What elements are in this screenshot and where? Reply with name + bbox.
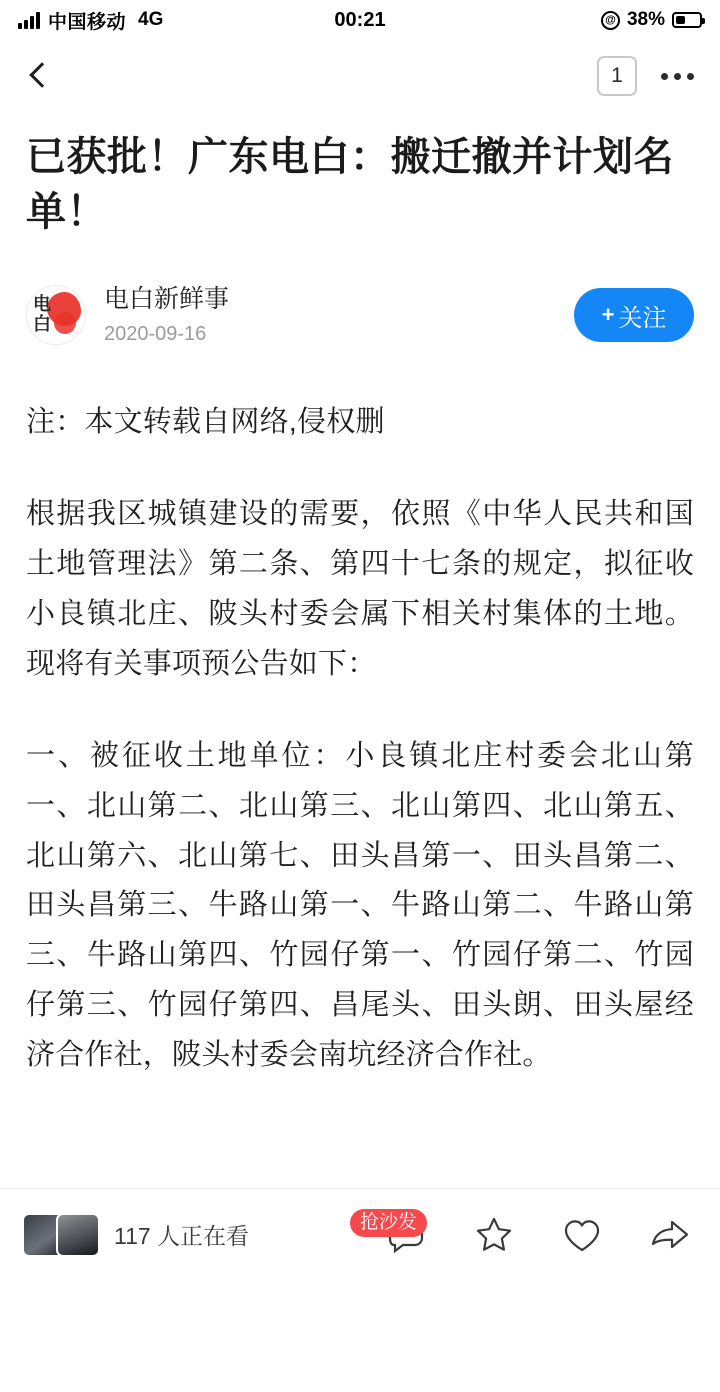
avatar: [56, 1213, 100, 1257]
byline-text: [104, 284, 229, 346]
article-paragraph: 一、被征收土地单位：小良镇北庄村委会北山第一、北山第二、北山第三、北山第四、北山第五、北山第六、北山第七、田头昌第一、田头昌第二、田头昌第三、牛路山第一、牛路山第二、牛路山第三、牛路山第四、竹园仔第一、竹园仔第二、竹园仔第三、竹园仔第四、昌尾头、田头朗、田头屋经济合作社，陂头村委会南坑经济合作社。: [26, 739, 694, 1071]
article-paragraph: 根据我区城镇建设的需要，依照《中华人民共和国土地管理法》第二条、第四十七条的规定，拟征收小良镇北庄、陂头村委会属下相关村集体的土地。现将有关事项预公告如下：: [26, 498, 694, 680]
comment-badge[interactable]: 抢沙发: [350, 1209, 427, 1238]
page-title: 已获批！广东电白：搬迁撤并计划名单！: [26, 135, 674, 235]
do-not-disturb-icon: @: [601, 11, 620, 30]
follow-button[interactable]: [574, 288, 694, 342]
navigation-bar: [0, 40, 720, 112]
plus-icon: +: [601, 302, 615, 328]
back-chevron-icon[interactable]: [26, 63, 52, 89]
watcher-avatars: [22, 1213, 100, 1257]
follow-button-label: 关注: [618, 304, 667, 332]
status-bar-clock: 00:21: [334, 8, 386, 31]
battery-percent-label: 38%: [626, 9, 665, 30]
watching-count-label: 117 人正在看: [114, 1223, 250, 1249]
battery-icon: [672, 12, 702, 28]
avatar-blot-shape-secondary: [54, 312, 76, 334]
network-type-label: 4G: [138, 9, 164, 30]
carrier-label: 中国移动: [48, 11, 127, 33]
star-icon[interactable]: [472, 1213, 516, 1257]
article-paragraph: 注：本文转载自网络,侵权删: [26, 406, 385, 439]
watchers-group[interactable]: [22, 1213, 249, 1257]
avatar-initials: 电 白: [33, 294, 51, 335]
bottom-bar: [0, 1188, 720, 1280]
share-icon[interactable]: [648, 1213, 692, 1257]
comment-icon[interactable]: [360, 1211, 428, 1257]
heart-icon[interactable]: [560, 1213, 604, 1257]
nav-right-group: [597, 56, 694, 96]
page-indicator[interactable]: 1: [597, 56, 637, 96]
status-bar: [0, 0, 720, 40]
bottom-action-icons: [360, 1211, 698, 1257]
status-bar-left: [18, 7, 163, 34]
account-name[interactable]: 电白新鲜事: [104, 285, 230, 314]
status-bar-right: [601, 9, 702, 31]
more-dots-icon[interactable]: [661, 73, 694, 80]
byline: [26, 284, 694, 346]
publish-date: 2020-09-16: [104, 323, 207, 346]
signal-bars-icon: [18, 12, 40, 29]
avatar[interactable]: [26, 285, 86, 345]
